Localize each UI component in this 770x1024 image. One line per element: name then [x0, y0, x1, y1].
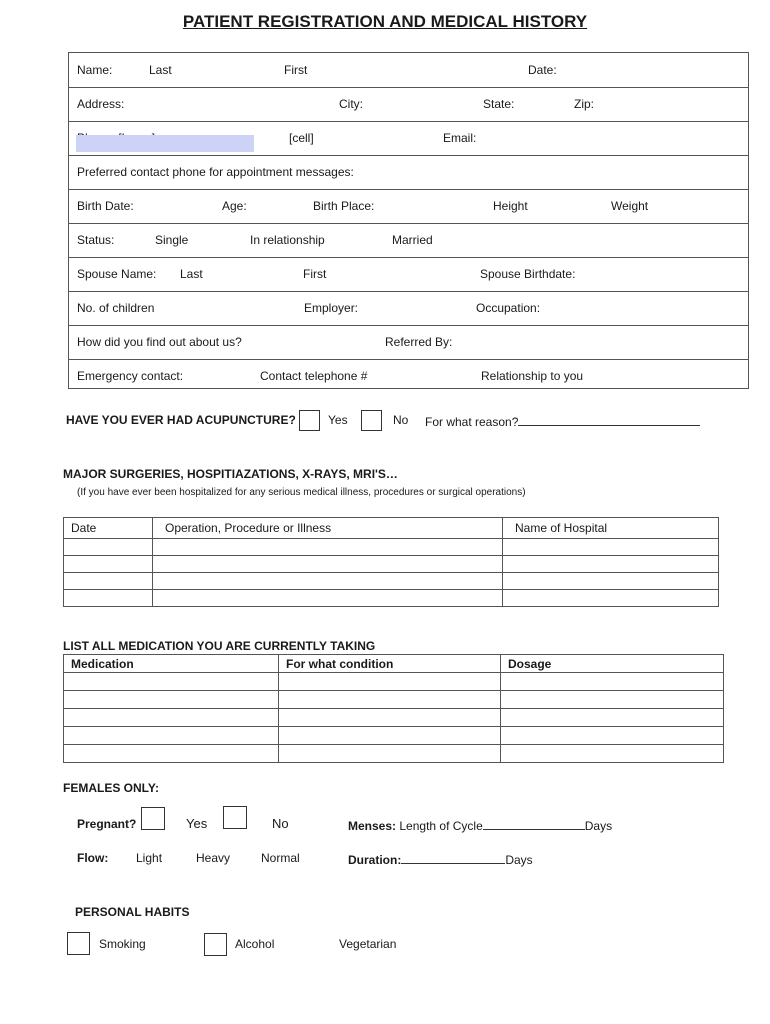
duration	[348, 851, 533, 867]
children-label: No. of children	[77, 301, 155, 315]
occupation-label: Occupation:	[476, 301, 541, 315]
acupuncture-yes-checkbox[interactable]	[299, 410, 320, 431]
table-cell[interactable]	[153, 573, 503, 590]
birth-row	[69, 189, 748, 224]
spouse-name-label: Spouse Name:	[77, 267, 157, 281]
date-label: Date:	[528, 63, 557, 77]
pregnant-label: Pregnant?	[77, 817, 137, 831]
smoking-label: Smoking	[99, 937, 146, 951]
menses	[348, 817, 612, 833]
home-phone-input[interactable]	[76, 135, 254, 152]
table-row	[64, 556, 719, 573]
status-relationship: In relationship	[250, 233, 325, 247]
table-cell[interactable]	[64, 573, 153, 590]
column-header: Operation, Procedure or Illness	[153, 518, 503, 539]
habits-heading: PERSONAL HABITS	[75, 905, 190, 919]
table-cell[interactable]	[501, 745, 724, 763]
table-cell[interactable]	[64, 691, 279, 709]
referred-by-label: Referred By:	[385, 335, 453, 349]
table-cell[interactable]	[64, 727, 279, 745]
table-cell[interactable]	[64, 590, 153, 607]
table-row	[64, 573, 719, 590]
acupuncture-question: HAVE YOU EVER HAD ACUPUNCTURE?	[66, 413, 296, 427]
table-cell[interactable]	[64, 539, 153, 556]
table-cell[interactable]	[503, 539, 719, 556]
table-row	[64, 709, 724, 727]
emergency-row	[69, 359, 748, 393]
name-row	[69, 53, 748, 88]
table-cell[interactable]	[279, 691, 501, 709]
cell-label: [cell]	[289, 131, 314, 145]
last-name-label: Last	[149, 63, 172, 77]
surgeries-note: (If you have ever been hospitalized for any serious medical illness, procedures or surgical operations)	[77, 487, 526, 498]
birth-date-label: Birth Date:	[77, 199, 134, 213]
duration-line[interactable]	[401, 851, 505, 864]
table-cell[interactable]	[64, 709, 279, 727]
relationship-label: Relationship to you	[481, 369, 584, 383]
table-cell[interactable]	[501, 709, 724, 727]
acupuncture-no-label: No	[393, 413, 409, 427]
contact-phone-label: Contact telephone #	[260, 369, 368, 383]
flow-light: Light	[136, 851, 163, 865]
pregnant-yes-label: Yes	[186, 816, 208, 831]
preferred-phone-row	[69, 155, 748, 190]
cycle-label: Length of Cycle	[399, 819, 483, 833]
status-row	[69, 223, 748, 258]
medications-header-row	[64, 655, 724, 673]
table-cell[interactable]	[501, 691, 724, 709]
state-label: State:	[483, 97, 515, 111]
cycle-line[interactable]	[483, 817, 585, 830]
city-label: City:	[339, 97, 363, 111]
acupuncture-reason	[425, 413, 700, 429]
emergency-contact-label: Emergency contact:	[77, 369, 184, 383]
spouse-row	[69, 257, 748, 292]
menses-label: Menses:	[348, 819, 397, 833]
height-label: Height	[493, 199, 528, 213]
page-title: PATIENT REGISTRATION AND MEDICAL HISTORY	[182, 12, 588, 31]
alcohol-label: Alcohol	[235, 937, 275, 951]
address-row	[69, 87, 748, 122]
spouse-last-label: Last	[180, 267, 203, 281]
flow-label: Flow:	[77, 851, 109, 865]
vegetarian-label: Vegetarian	[339, 937, 397, 951]
zip-label: Zip:	[574, 97, 595, 111]
status-single: Single	[155, 233, 189, 247]
email-label: Email:	[443, 131, 477, 145]
column-header: Date	[64, 518, 153, 539]
column-header: Dosage	[501, 655, 724, 673]
surgeries-header-row	[64, 518, 719, 539]
flow-normal: Normal	[261, 851, 300, 865]
duration-days-label: Days	[505, 853, 533, 867]
table-cell[interactable]	[279, 727, 501, 745]
smoking-checkbox[interactable]	[67, 932, 90, 955]
name-label: Name:	[77, 63, 113, 77]
table-row	[64, 539, 719, 556]
table-cell[interactable]	[64, 745, 279, 763]
employer-label: Employer:	[304, 301, 359, 315]
weight-label: Weight	[611, 199, 649, 213]
table-cell[interactable]	[64, 556, 153, 573]
flow-heavy: Heavy	[196, 851, 231, 865]
referral-row	[69, 325, 748, 360]
acupuncture-yes-label: Yes	[328, 413, 348, 427]
table-cell[interactable]	[501, 673, 724, 691]
find-us-label: How did you find out about us?	[77, 335, 242, 349]
column-header: For what condition	[279, 655, 501, 673]
table-cell[interactable]	[503, 590, 719, 607]
status-label: Status:	[77, 233, 115, 247]
spouse-birthdate-label: Spouse Birthdate:	[480, 267, 576, 281]
table-cell[interactable]	[64, 673, 279, 691]
table-cell[interactable]	[279, 673, 501, 691]
preferred-phone-label: Preferred contact phone for appointment messages:	[77, 165, 354, 179]
address-label: Address:	[77, 97, 125, 111]
acupuncture-reason-line[interactable]	[518, 413, 700, 426]
pregnant-no-label: No	[272, 816, 289, 831]
surgeries-table	[63, 517, 719, 607]
table-cell[interactable]	[153, 539, 503, 556]
duration-label: Duration:	[348, 853, 402, 867]
medications-table	[63, 654, 724, 763]
table-row	[64, 691, 724, 709]
age-label: Age:	[222, 199, 247, 213]
status-married: Married	[392, 233, 433, 247]
medications-heading: LIST ALL MEDICATION YOU ARE CURRENTLY TAKING	[63, 639, 376, 653]
birth-place-label: Birth Place:	[313, 199, 375, 213]
first-name-label: First	[284, 63, 308, 77]
acupuncture-no-checkbox[interactable]	[361, 410, 382, 431]
spouse-first-label: First	[303, 267, 327, 281]
table-row	[64, 673, 724, 691]
table-row	[64, 590, 719, 607]
females-heading: FEMALES ONLY:	[63, 781, 160, 795]
table-row	[64, 727, 724, 745]
acupuncture-reason-label: For what reason?	[425, 415, 519, 429]
table-cell[interactable]	[501, 727, 724, 745]
table-cell[interactable]	[279, 709, 501, 727]
table-cell[interactable]	[153, 590, 503, 607]
patient-info-table	[68, 52, 749, 389]
cycle-days-label: Days	[584, 819, 613, 833]
employment-row	[69, 291, 748, 326]
table-cell[interactable]	[503, 573, 719, 590]
table-cell[interactable]	[279, 745, 501, 763]
table-row	[64, 745, 724, 763]
table-cell[interactable]	[503, 556, 719, 573]
alcohol-checkbox[interactable]	[204, 933, 227, 956]
column-header: Medication	[64, 655, 279, 673]
pregnant-no-checkbox[interactable]	[223, 806, 247, 829]
surgeries-heading: MAJOR SURGERIES, HOSPITIAZATIONS, X-RAYS, MRI'S…	[63, 467, 398, 481]
table-cell[interactable]	[153, 556, 503, 573]
column-header: Name of Hospital	[503, 518, 719, 539]
pregnant-yes-checkbox[interactable]	[141, 807, 165, 830]
